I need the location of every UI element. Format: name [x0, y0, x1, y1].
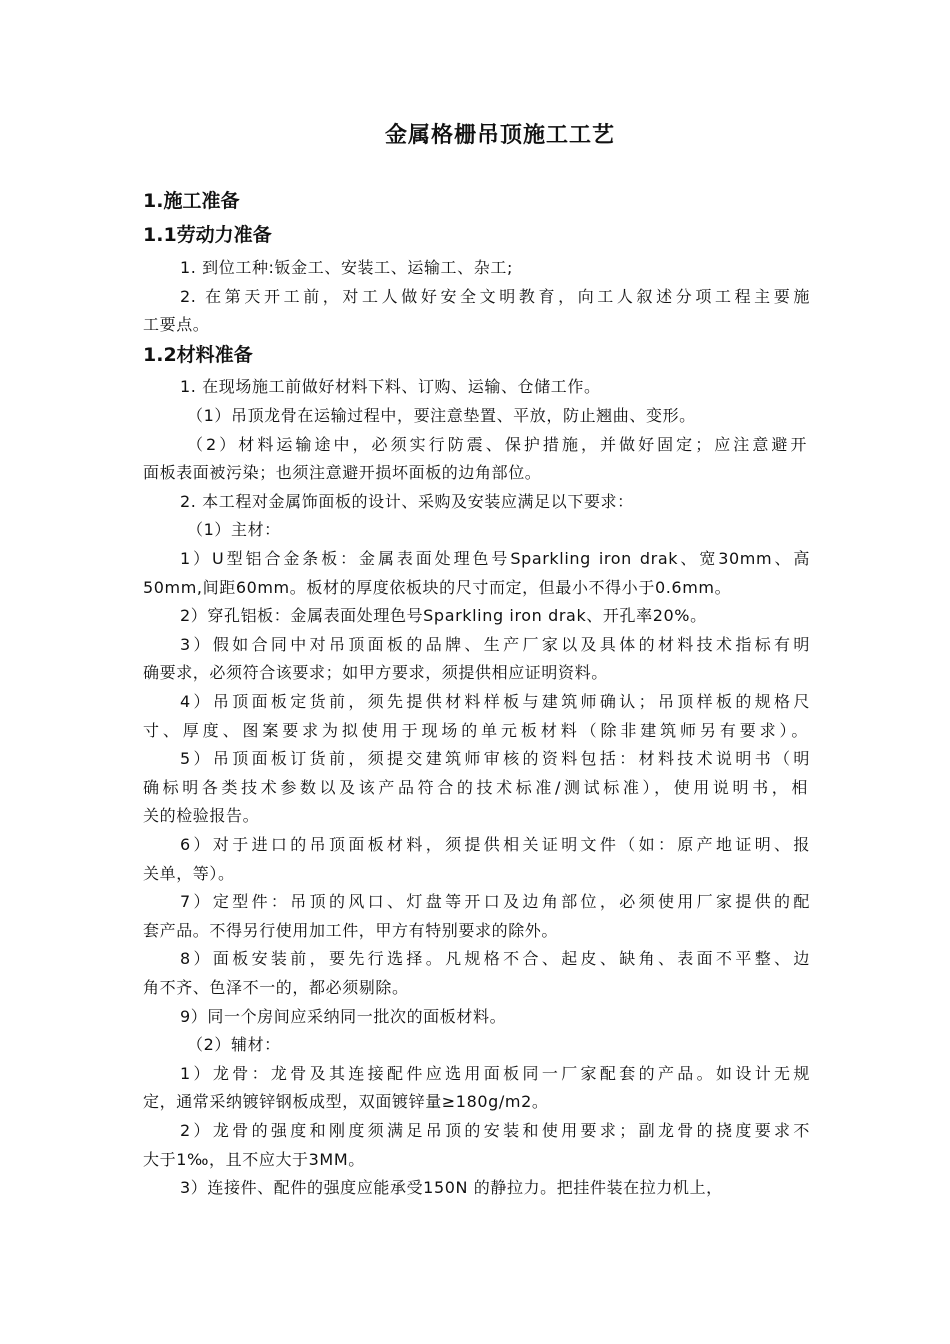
paragraph-line: 套产品。不得另行使用加工件，甲方有特别要求的除外。: [143, 921, 559, 940]
paragraph-line: 工要点。: [143, 315, 210, 334]
section-heading-1: 1.施工准备: [143, 190, 240, 212]
paragraph-line: 5）吊顶面板订货前，须提交建筑师审核的资料包括：材料技术说明书（明: [180, 749, 810, 768]
paragraph-line: 2. 在第天开工前，对工人做好安全文明教育，向工人叙述分项工程主要施: [180, 287, 810, 306]
paragraph-line: 定，通常采纳镀锌钢板成型，双面镀锌量≥180g/m2。: [143, 1092, 549, 1111]
paragraph-line: 面板表面被污染；也须注意避开损坏面板的边角部位。: [143, 463, 542, 482]
section-heading-1-1: 1.1劳动力准备: [143, 224, 272, 246]
paragraph-line: 2）穿孔铝板：金属表面处理色号Sparkling iron drak、开孔率20%。: [180, 606, 707, 625]
paragraph-line: 2）龙骨的强度和刚度须满足吊顶的安装和使用要求；副龙骨的挠度要求不: [180, 1121, 810, 1140]
paragraph-line: 确要求，必须符合该要求；如甲方要求，须提供相应证明资料。: [143, 663, 608, 682]
paragraph-line: 确标明各类技术参数以及该产品符合的技术标准/测试标准），使用说明书，相: [143, 778, 808, 797]
section-heading-1-2: 1.2材料准备: [143, 344, 253, 366]
paragraph-line: 大于1‰，且不应大于3MM。: [143, 1150, 365, 1169]
paragraph-line: （1）主材：: [187, 520, 281, 539]
document-title: 金属格栅吊顶施工工艺: [384, 123, 615, 148]
paragraph-line: 3）连接件、配件的强度应能承受150N 的静拉力。把挂件装在拉力机上，: [180, 1178, 723, 1197]
paragraph-line: 关单，等）。: [143, 864, 235, 883]
paragraph-line: 3）假如合同中对吊顶面板的品牌、生产厂家以及具体的材料技术指标有明: [180, 635, 810, 654]
paragraph-line: 1. 到位工种:钣金工、安装工、运输工、杂工;: [180, 258, 513, 277]
paragraph-line: 1. 在现场施工前做好材料下料、订购、运输、仓储工作。: [180, 377, 601, 396]
paragraph-line: 关的检验报告。: [143, 806, 260, 825]
paragraph-line: 寸、厚度、图案要求为拟使用于现场的单元板材料（除非建筑师另有要求）。: [143, 721, 808, 740]
paragraph-line: 2. 本工程对金属饰面板的设计、采购及安装应满足以下要求：: [180, 492, 634, 511]
paragraph-line: （1）吊顶龙骨在运输过程中，要注意垫置、平放，防止翘曲、变形。: [187, 406, 696, 425]
paragraph-line: 6）对于进口的吊顶面板材料，须提供相关证明文件（如：原产地证明、报: [180, 835, 810, 854]
paragraph-line: （2）辅材：: [187, 1035, 281, 1054]
paragraph-line: 8）面板安装前，要先行选择。凡规格不合、起皮、缺角、表面不平整、边: [180, 949, 810, 968]
paragraph-line: 1）龙骨：龙骨及其连接配件应选用面板同一厂家配套的产品。如设计无规: [180, 1064, 810, 1083]
paragraph-line: 9）同一个房间应采纳同一批次的面板材料。: [180, 1007, 507, 1026]
paragraph-line: 4）吊顶面板定货前，须先提供材料样板与建筑师确认；吊顶样板的规格尺: [180, 692, 810, 711]
paragraph-line: （2）材料运输途中，必须实行防震、保护措施，并做好固定；应注意避开: [187, 435, 807, 454]
paragraph-line: 50mm,间距60mm。板材的厚度依板块的尺寸而定，但最小不得小于0.6mm。: [143, 578, 732, 597]
paragraph-line: 1）U型铝合金条板：金属表面处理色号Sparkling iron drak、宽30mm、高: [180, 549, 810, 568]
paragraph-line: 7）定型件：吊顶的风口、灯盘等开口及边角部位，必须使用厂家提供的配: [180, 892, 810, 911]
paragraph-line: 角不齐、色泽不一的，都必须剔除。: [143, 978, 409, 997]
